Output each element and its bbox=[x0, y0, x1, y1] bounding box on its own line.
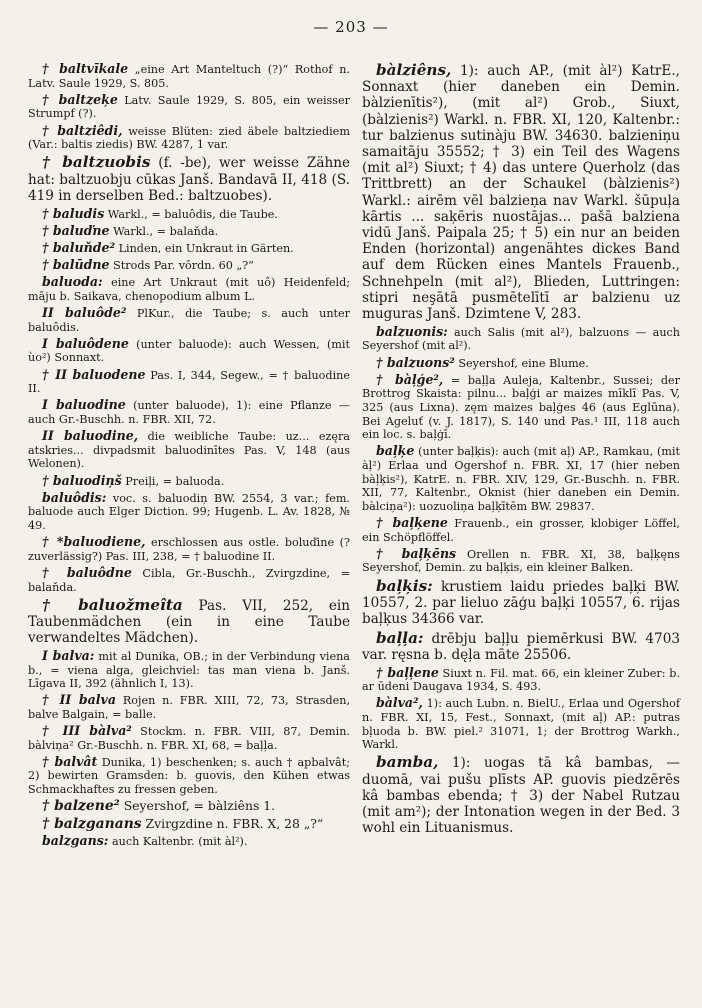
entry-definition: drēbju baļļu piemērkusi BW. 4703 var. ręsna b. dęļa māte 25506. bbox=[362, 630, 680, 663]
entry-headword: † baļķēns bbox=[376, 545, 457, 561]
entry-definition: 1): auch Lubn. n. BielU., Erlaa und Ogershof n. FBR. XI, 15, Fest., Sonnaxt, (mit aļ) AP.: putras bļuoda b. BW. piel.² 31071, 1; der Brottrog Warkh., Warkl. bbox=[362, 697, 680, 752]
entry-definition: (unter baļķis): auch (mit aļ) AP., Ramkau, (mit àļ²) Erlaa und Ogershof n. FBR. XI, 17 (hier neben bàļķis²), KatrE. n. FBR. XIV, 129, Gr.-Buschh. n. FBR. XII, 77, Kaltenbr., Oknist (hier daneben ein Demin. bàlciņa²): uozuoliņa baļķītēm BW. 29837. bbox=[362, 445, 680, 513]
entry-definition: Latv. Saule 1929, S. 805, ein weisser Strumpf (?). bbox=[28, 93, 350, 121]
dictionary-entry bbox=[28, 693, 350, 721]
entry-definition: = baļļa Auleja, Kaltenbr., Sussei; der Brottrog Skaista: pilnu... baļģi ar maizes mīklī Pas. V, 325 (aus Lixna). zęm maizes baļģes 46 (aus Eglūna). Bei Ageluť (v. J. 1817), S. 140 und Pas.¹ III, 118 auch ein loc. s. baļģī. bbox=[362, 373, 680, 442]
dictionary-entry bbox=[28, 62, 350, 90]
dictionary-entry bbox=[362, 516, 680, 544]
entry-definition: die weibliche Taube: uz... ezęra atskries... divpadsmit baluodinītes Pas. V, 148 (aus Welonen). bbox=[28, 430, 350, 471]
left-column bbox=[28, 62, 350, 851]
dictionary-entry bbox=[28, 207, 350, 222]
dictionary-entry bbox=[28, 491, 350, 533]
page-number: — 203 — bbox=[313, 18, 389, 36]
entry-definition: Preiļi, = baluoda. bbox=[121, 474, 225, 488]
entry-definition: Dunika, 1) beschenken; s. auch † apbalvât; 2) bewirten Gramsden: b. guovis, den Kühen etwas Schmackhaftes zu fressen geben. bbox=[28, 755, 350, 797]
entry-definition: (f. -be), wer weisse Zähne hat: baltzuobju cūkas Janš. Bandavā II, 418 (S. 419 in derselben Bed.: baltzuobes). bbox=[28, 155, 350, 204]
dictionary-entry bbox=[28, 337, 350, 365]
entry-definition: krustiem laidu priedes baļķi BW. 10557, 2. par lieluo zāģu baļķi 10557, 6. rijas baļķus 34366 var. bbox=[362, 578, 680, 627]
right-column bbox=[362, 62, 680, 839]
entry-headword: † balzene² bbox=[42, 798, 120, 815]
dictionary-entry bbox=[362, 578, 680, 628]
entry-headword: † baluňde² bbox=[42, 239, 116, 255]
entry-definition: Rojen n. FBR. XIII, 72, 73, Strasden, balve Balgain, = balle. bbox=[28, 694, 350, 721]
entry-headword: † II baluodene bbox=[42, 366, 146, 382]
dictionary-entry bbox=[362, 356, 680, 371]
dictionary-entry bbox=[28, 429, 350, 471]
entry-headword: baluôdis: bbox=[42, 489, 107, 505]
entry-headword: baluoda: bbox=[42, 274, 103, 290]
entry-definition: weisse Blüten: zied äbele baltziediem (Var.: baltis ziedis) BW. 4287, 1 var. bbox=[28, 124, 350, 152]
entry-headword: balzgans: bbox=[42, 833, 109, 848]
dictionary-entry bbox=[28, 649, 350, 691]
dictionary-entry bbox=[28, 368, 350, 396]
entry-headword: † balūdne bbox=[42, 257, 110, 273]
entry-definition: Strods Par. vōrdn. 60 „?“ bbox=[109, 259, 254, 273]
dictionary-entry bbox=[28, 275, 350, 303]
entry-definition: Cibla, Gr.-Buschh., Zvirgzdine, = balaňda. bbox=[28, 566, 351, 594]
dictionary-entry bbox=[28, 224, 350, 239]
entry-definition: Pas. I, 344, Segew., = † baluodine II. bbox=[28, 368, 350, 396]
dictionary-entry bbox=[28, 93, 350, 121]
dictionary-entry bbox=[362, 754, 680, 836]
entry-headword: II baluôde² bbox=[42, 305, 127, 321]
entry-headword: † balzuons² bbox=[376, 354, 455, 370]
entry-headword: † baļļene bbox=[376, 664, 439, 680]
entry-definition: 1): uogas tā kâ bambas, — duomā, vai pušu plīsts AP. guovis piedzērēs kâ bambas ebenda; † 3) der Nabel Rutzau (mit am²); der Intonation wegen in der Bed. 3 wohl ein Lituanismus. bbox=[362, 755, 680, 837]
dictionary-entry bbox=[362, 373, 680, 442]
dictionary-entry bbox=[362, 444, 680, 513]
entry-definition: (unter baluode), 1): eine Pflanze — auch Gr.-Buschh. n. FBR. XII, 72. bbox=[28, 399, 350, 427]
entry-headword: I balva: bbox=[42, 647, 95, 663]
dictionary-entry bbox=[28, 241, 350, 256]
entry-definition: Orellen n. FBR. XI, 38, baļķęns Seyershof, Demin. zu baļķis, ein kleiner Balken. bbox=[362, 547, 680, 575]
entry-definition: Warkl., = baluôdis, die Taube. bbox=[104, 207, 278, 221]
entry-headword: II baluodine, bbox=[42, 428, 139, 444]
dictionary-entry bbox=[28, 724, 350, 752]
dictionary-entry bbox=[28, 799, 350, 814]
dictionary-entry bbox=[28, 834, 350, 849]
entry-headword: † balvât bbox=[42, 753, 98, 769]
entry-headword: † baluožmeîta bbox=[42, 595, 183, 614]
dictionary-entry bbox=[362, 666, 680, 694]
entry-headword: bàlva², bbox=[376, 695, 423, 711]
dictionary-entry bbox=[28, 566, 350, 594]
dictionary-entry bbox=[28, 817, 350, 832]
dictionary-entry bbox=[28, 258, 350, 273]
entry-headword: † balzganans bbox=[42, 815, 142, 832]
entry-definition: Linden, ein Unkraut in Gärten. bbox=[115, 241, 294, 255]
entry-headword: † baltzuobis bbox=[42, 153, 151, 172]
entry-definition: Frauenb., ein grosser, klobiger Löffel, ein Schöpflöffel. bbox=[362, 516, 680, 544]
entry-definition: auch Kaltenbr. (mit àl²). bbox=[108, 835, 248, 848]
entry-headword: I baluodine bbox=[42, 397, 126, 413]
entry-definition: Seyershof, = bàlziêns 1. bbox=[119, 798, 276, 814]
entry-definition: (unter baluode): auch Wessen, (mit ùo²) Sonnaxt. bbox=[28, 337, 350, 365]
entry-headword: † baļķene bbox=[376, 514, 448, 530]
entry-definition: Zvirgzdine n. FBR. X, 28 „?“ bbox=[141, 815, 324, 831]
dictionary-entry bbox=[28, 154, 350, 204]
entry-headword: baļķis: bbox=[376, 576, 433, 595]
entry-headword: † baltziêdi, bbox=[42, 122, 123, 138]
entry-headword: baļļa: bbox=[376, 628, 424, 647]
entry-headword: I baluôdene bbox=[42, 335, 129, 351]
entry-headword: † baluodiņš bbox=[42, 472, 122, 488]
entry-headword: † *baluodiene, bbox=[42, 534, 146, 550]
dictionary-entry bbox=[28, 474, 350, 489]
entry-definition: eine Art Unkraut (mit uô) Heidenfeld; māju b. Saikava, chenopodium album L. bbox=[28, 276, 350, 303]
entry-definition: auch Salis (mit al²), balzuons — auch Seyershof (mit al²). bbox=[362, 325, 680, 353]
entry-definition: Seyershof, eine Blume. bbox=[454, 356, 589, 370]
dictionary-entry bbox=[28, 597, 350, 647]
dictionary-entry bbox=[28, 755, 350, 797]
entry-definition: 1): auch AP., (mit àl²) KatrE., Sonnaxt (hier daneben ein Demin. bàlzienītis²), (mit al²) Grob., Siuxt, (bàlzienis²) Warkl. n. FBR. XI, 120, Kaltenbr.: tur balzienus sutinàju BW. 34630. balzieniņu samaitāju 35552; † 3) ein Teil des Wagens (mit al²) Siuxt; † 4) das untere Querholz (das Trittbrett) an der Schaukel (bàlzienis²) Warkl.: airēm vēl balzieņa nav Warkl. šūpuļa kārtis ... saķēris nuostājas... pašā balziena vidū Janš. Paipala 25; † 5) ein nur an beiden Enden (horizontal) angenähtes dickes Band auf dem Rücken eines Mantels Frauenb., Schnehpeln (mit al²), Blieden, Luttringen: stipri neşātā pusmētelītī ar balzienu uz muguras Janš. Dzimtene V, 283. bbox=[362, 63, 680, 323]
entry-definition: Siuxt n. Fil. mat. 66, ein kleiner Zuber: b. ar ūdeni Daugava 1934, S. 493. bbox=[362, 666, 680, 694]
entry-headword: † baluôdne bbox=[42, 564, 132, 580]
entry-headword: † baludis bbox=[42, 205, 105, 221]
entry-headword: † II balva bbox=[42, 692, 116, 708]
dictionary-entry bbox=[28, 124, 350, 152]
entry-definition: Warkl., = balaňda. bbox=[109, 224, 219, 238]
entry-definition: Pas. VII, 252, ein Taubenmädchen (ein in eine Taube verwandeltes Mädchen). bbox=[28, 597, 350, 647]
entry-definition: erschlossen aus ostle. boluďine (? zuverlässig?) Pas. III, 238, = † baluodine II. bbox=[28, 536, 350, 563]
entry-definition: mit al Dunika, OB.; in der Verbindung viena b., = viena alga, gleichviel: tas man viena b. Janš. Līgava II, 392 (ähnlich I, 13). bbox=[28, 649, 350, 691]
entry-definition: voc. s. baluodiņ BW. 2554, 3 var.; fem. baluode auch Elger Diction. 99; Hugenb. L. Av. 1828, № 49. bbox=[28, 491, 350, 532]
entry-headword: † bàļģe², bbox=[376, 371, 444, 387]
entry-headword: † baltvīkale bbox=[42, 61, 129, 76]
entry-headword: bamba, bbox=[376, 753, 439, 772]
dictionary-entry bbox=[362, 62, 680, 322]
dictionary-entry bbox=[362, 630, 680, 663]
entry-headword: † baltzeķe bbox=[42, 91, 118, 107]
entry-headword: † III bàlva² bbox=[42, 723, 132, 739]
entry-headword: balzuonis: bbox=[376, 323, 448, 339]
entry-definition: „eine Art Manteltuch (?)“ Rothof n. Latv. Saule 1929, S. 805. bbox=[28, 63, 350, 90]
dictionary-entry bbox=[28, 306, 350, 334]
dictionary-entry bbox=[28, 398, 350, 426]
entry-headword: † baluďne bbox=[42, 222, 110, 238]
dictionary-entry bbox=[362, 696, 680, 751]
entry-definition: PlKur., die Taube; s. auch unter baluôdis. bbox=[28, 307, 351, 334]
entry-headword: bàlziêns, bbox=[376, 61, 452, 79]
dictionary-entry bbox=[362, 325, 680, 353]
entry-definition: Stockm. n. FBR. VIII, 87, Demin. bàlviņa² Gr.-Buschh. n. FBR. XI, 68, = baļļa. bbox=[28, 725, 350, 752]
dictionary-entry bbox=[362, 547, 680, 575]
dictionary-entry bbox=[28, 535, 350, 563]
entry-headword: baļķe bbox=[376, 443, 415, 459]
